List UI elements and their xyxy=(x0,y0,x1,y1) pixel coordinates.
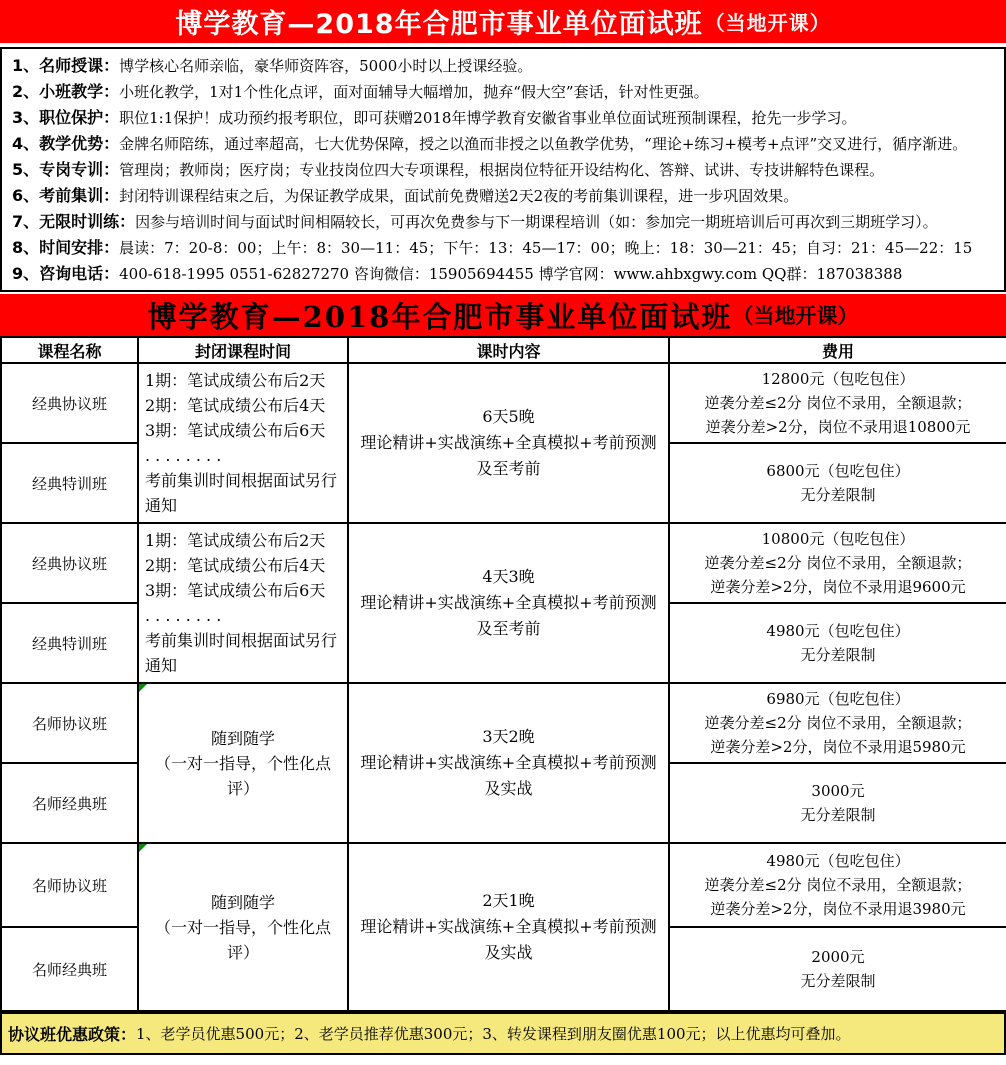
schedule-text: 随到随学 （一对一指导，个性化点评） xyxy=(154,892,331,962)
top-banner xyxy=(0,0,1006,43)
fee-cell: 6800元（包吃包住） 无分差限制 xyxy=(669,443,1006,523)
course-name-cell: 经典特训班 xyxy=(1,603,138,683)
table-row xyxy=(1,363,1006,443)
fee-cell: 3000元 无分差限制 xyxy=(669,763,1006,843)
course-name-cell: 名师经典班 xyxy=(1,763,138,843)
table-row xyxy=(1,683,1006,763)
feature-item-9 xyxy=(12,261,996,287)
course-name-cell: 经典协议班 xyxy=(1,363,138,443)
feature-label: 1、名师授课： xyxy=(12,56,120,75)
col-header-content: 课时内容 xyxy=(348,337,669,363)
schedule-text: 随到随学 （一对一指导，个性化点评） xyxy=(154,728,331,798)
top-banner-title: 博学教育—2018年合肥市事业单位面试班 xyxy=(175,9,703,40)
schedule-cell: 1期：笔试成绩公布后2天 2期：笔试成绩公布后4天 3期：笔试成绩公布后6天 . . . . . . . . 考前集训时间根据面试另行通知 xyxy=(138,523,348,683)
content-cell: 2天1晚 理论精讲+实战演练+全真模拟+考前预测及实战 xyxy=(348,843,669,1011)
content-cell: 4天3晚 理论精讲+实战演练+全真模拟+考前预测及至考前 xyxy=(348,523,669,683)
feature-text: 封闭特训课程结束之后，为保证教学成果，面试前免费赠送2天2夜的考前集训课程，进一步巩固效果。 xyxy=(119,187,799,205)
feature-label: 9、咨询电话： xyxy=(12,264,120,283)
promo-text: 1、老学员优惠500元；2、老学员推荐优惠300元；3、转发课程到朋友圈优惠100元；以上优惠均可叠加。 xyxy=(136,1025,851,1043)
top-banner-subtitle: （当地开课） xyxy=(704,11,831,35)
fee-cell: 10800元（包吃包住） 逆袭分差≤2分 岗位不录用，全额退款； 逆袭分差>2分，岗位不录用退9600元 xyxy=(669,523,1006,603)
feature-label: 6、考前集训： xyxy=(12,186,120,205)
fee-cell: 6980元（包吃包住） 逆袭分差≤2分 岗位不录用，全额退款； 逆袭分差>2分，岗位不录用退5980元 xyxy=(669,683,1006,763)
fee-cell: 2000元 无分差限制 xyxy=(669,927,1006,1011)
features-list xyxy=(0,47,1006,292)
content-cell: 3天2晚 理论精讲+实战演练+全真模拟+考前预测及实战 xyxy=(348,683,669,843)
feature-label: 3、职位保护： xyxy=(12,108,120,127)
schedule-cell xyxy=(138,843,348,1011)
table-banner xyxy=(0,294,1006,336)
corner-marker-icon xyxy=(139,684,147,692)
course-name-cell: 名师协议班 xyxy=(1,843,138,927)
feature-text: 400-618-1995 0551-62827270 咨询微信：15905694455 博学官网：www.ahbxgwy.com QQ群：187038388 xyxy=(119,265,903,283)
feature-item-4 xyxy=(12,131,996,157)
fee-cell: 4980元（包吃包住） 无分差限制 xyxy=(669,603,1006,683)
feature-text: 职位1:1保护！成功预约报考职位，即可获赠2018年博学教育安徽省事业单位面试班预制课程，抢先一步学习。 xyxy=(119,109,857,127)
feature-label: 4、教学优势： xyxy=(12,134,120,153)
table-header-row xyxy=(1,337,1006,363)
col-header-schedule: 封闭课程时间 xyxy=(138,337,348,363)
table-banner-title: 博学教育—2018年合肥市事业单位面试班 xyxy=(147,299,733,334)
col-header-course-name: 课程名称 xyxy=(1,337,138,363)
feature-text: 晨读：7：20-8：00；上午：8：30—11：45；下午：13：45—17：00；晚上：18：30—21：45；自习：21：45—22：15 xyxy=(119,239,973,257)
course-name-cell: 名师经典班 xyxy=(1,927,138,1011)
feature-text: 博学核心名师亲临，豪华师资阵容，5000小时以上授课经验。 xyxy=(119,57,533,75)
feature-item-1 xyxy=(12,53,996,79)
feature-label: 2、小班教学： xyxy=(12,82,120,101)
table-banner-subtitle: （当地开课） xyxy=(732,303,859,328)
schedule-cell xyxy=(138,683,348,843)
feature-item-3 xyxy=(12,105,996,131)
feature-item-5 xyxy=(12,157,996,183)
table-row xyxy=(1,843,1006,927)
feature-item-7 xyxy=(12,209,996,235)
promo-label: 协议班优惠政策： xyxy=(8,1025,137,1044)
promo-bar xyxy=(0,1012,1006,1055)
feature-text: 因参与培训时间与面试时间相隔较长，可再次免费参与下一期课程培训（如：参加完一期班培训后可再次到三期班学习）。 xyxy=(135,213,938,231)
course-name-cell: 经典特训班 xyxy=(1,443,138,523)
feature-label: 8、时间安排： xyxy=(12,238,120,257)
col-header-fee: 费用 xyxy=(669,337,1006,363)
feature-item-2 xyxy=(12,79,996,105)
feature-item-8 xyxy=(12,235,996,261)
feature-text: 小班化教学，1对1个性化点评，面对面辅导大幅增加，抛弃“假大空”套话，针对性更强。 xyxy=(119,83,709,101)
feature-text: 金牌名师陪练，通过率超高，七大优势保障，授之以渔而非授之以鱼教学优势，“理论+练习+模考+点评”交叉进行，循序渐进。 xyxy=(119,135,968,153)
feature-label: 5、专岗专训： xyxy=(12,160,120,179)
schedule-cell: 1期：笔试成绩公布后2天 2期：笔试成绩公布后4天 3期：笔试成绩公布后6天 . . . . . . . . 考前集训时间根据面试另行通知 xyxy=(138,363,348,523)
course-table xyxy=(0,336,1006,1012)
feature-text: 管理岗；教师岗；医疗岗；专业技岗位四大专项课程，根据岗位特征开设结构化、答辩、试讲、专技讲解特色课程。 xyxy=(119,161,885,179)
table-row xyxy=(1,523,1006,603)
course-name-cell: 经典协议班 xyxy=(1,523,138,603)
feature-label: 7、无限时训练： xyxy=(12,212,136,231)
feature-item-6 xyxy=(12,183,996,209)
fee-cell: 12800元（包吃包住） 逆袭分差≤2分 岗位不录用，全额退款； 逆袭分差>2分，岗位不录用退10800元 xyxy=(669,363,1006,443)
course-name-cell: 名师协议班 xyxy=(1,683,138,763)
fee-cell: 4980元（包吃包住） 逆袭分差≤2分 岗位不录用，全额退款； 逆袭分差>2分，岗位不录用退3980元 xyxy=(669,843,1006,927)
content-cell: 6天5晚 理论精讲+实战演练+全真模拟+考前预测及至考前 xyxy=(348,363,669,523)
corner-marker-icon xyxy=(139,844,147,852)
